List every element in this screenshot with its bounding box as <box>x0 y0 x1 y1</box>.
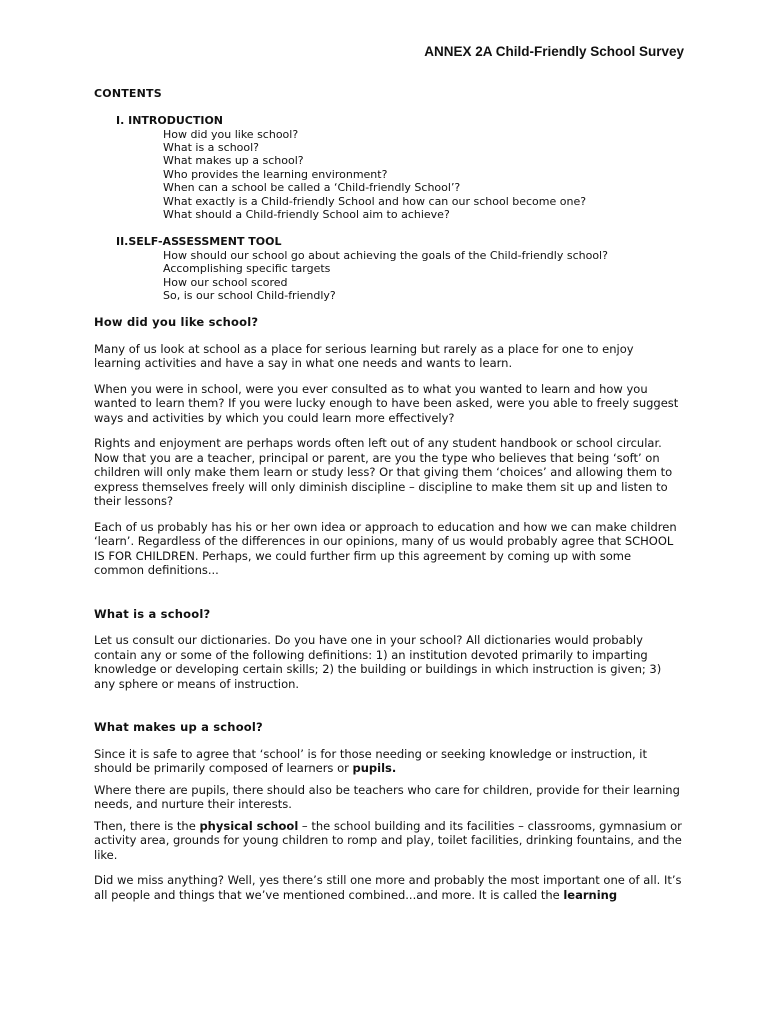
contents-item: How our school scored <box>163 275 288 289</box>
contents-item: What exactly is a Child-friendly School and how can our school become one? <box>163 194 587 208</box>
section-heading: How did you like school? <box>94 315 259 329</box>
paragraph: When you were in school, were you ever consulted as to what you wanted to learn and how you wanted to learn them? If you were lucky enough to have been asked, were you able to freely suggest ways and activities by which you could learn more effectively? <box>94 381 679 425</box>
contents-section-items <box>163 128 694 222</box>
contents-item: Accomplishing specific targets <box>163 262 331 276</box>
contents-item: So, is our school Child-friendly? <box>163 289 336 303</box>
paragraph: Many of us look at school as a place for serious learning but rarely as a place for one to enjoy learning activities and have a say in what one needs and wants to learn. <box>94 341 634 370</box>
contents-item: What makes up a school? <box>163 154 304 168</box>
section-heading: What makes up a school? <box>94 720 263 734</box>
paragraph: Where there are pupils, there should also be teachers who care for children, provide for their learning needs, and nurture their interests. <box>94 782 680 811</box>
paragraph: Rights and enjoyment are perhaps words often left out of any student handbook or school circular. Now that you are a teacher, principal or parent, are you the type who believes that being ‘soft’ on children will only make them learn or study less? Or that giving them ‘choices’ and allowing them to express themselves freely will only diminish discipline – discipline to make them sit up and listen to their lessons? <box>94 436 673 508</box>
contents-item: How should our school go about achieving the goals of the Child-friendly school? <box>163 248 608 262</box>
table-of-contents <box>94 87 694 302</box>
bold-term: physical school <box>199 818 299 833</box>
annex-title: ANNEX 2A Child-Friendly School Survey <box>424 44 684 59</box>
section-heading: What is a school? <box>94 606 211 621</box>
paragraph: Let us consult our dictionaries. Do you have one in your school? All dictionaries would probably contain any or some of the following definitions: 1) an institution devoted primarily to imparting knowledge or developing certain skills; 2) the building or buildings in which instruction is given; 3) any sphere or means of instruction. <box>94 633 662 691</box>
contents-section-heading: I. INTRODUCTION <box>116 114 224 127</box>
document-body <box>94 315 684 913</box>
contents-section-items <box>163 249 694 303</box>
bold-term: learning <box>563 887 618 902</box>
paragraph: Since it is safe to agree that ‘school’ is for those needing or seeking knowledge or instruction, it should be primarily composed of learners or pupils. <box>94 746 648 775</box>
bold-term: pupils. <box>352 761 397 775</box>
paragraph: Did we miss anything? Well, yes there’s still one more and probably the most important one of all. It’s all people and things that we’ve mentioned combined...and more. It is called the learning <box>94 873 682 902</box>
contents-section-heading: II.SELF-ASSESSMENT TOOL <box>116 235 282 249</box>
contents-item: What is a school? <box>163 140 260 154</box>
contents-item: How did you like school? <box>163 127 299 141</box>
contents-item: Who provides the learning environment? <box>163 167 388 181</box>
paragraph: Then, there is the physical school – the school building and its facilities – classrooms, gymnasium or activity area, grounds for young children to romp and play, toilet facilities, drinking fountains, and the like. <box>94 818 682 862</box>
contents-item: When can a school be called a ‘Child-friendly School’? <box>163 181 461 195</box>
contents-item: What should a Child-friendly School aim to achieve? <box>163 207 450 221</box>
contents-title: CONTENTS <box>94 87 162 100</box>
paragraph: Each of us probably has his or her own idea or approach to education and how we can make children ‘learn’. Regardless of the differences in our opinions, many of us would probably agree that SCHOOL IS FOR CHILDREN. Perhaps, we could further firm up this agreement by coming up with some common definitions... <box>94 519 677 577</box>
